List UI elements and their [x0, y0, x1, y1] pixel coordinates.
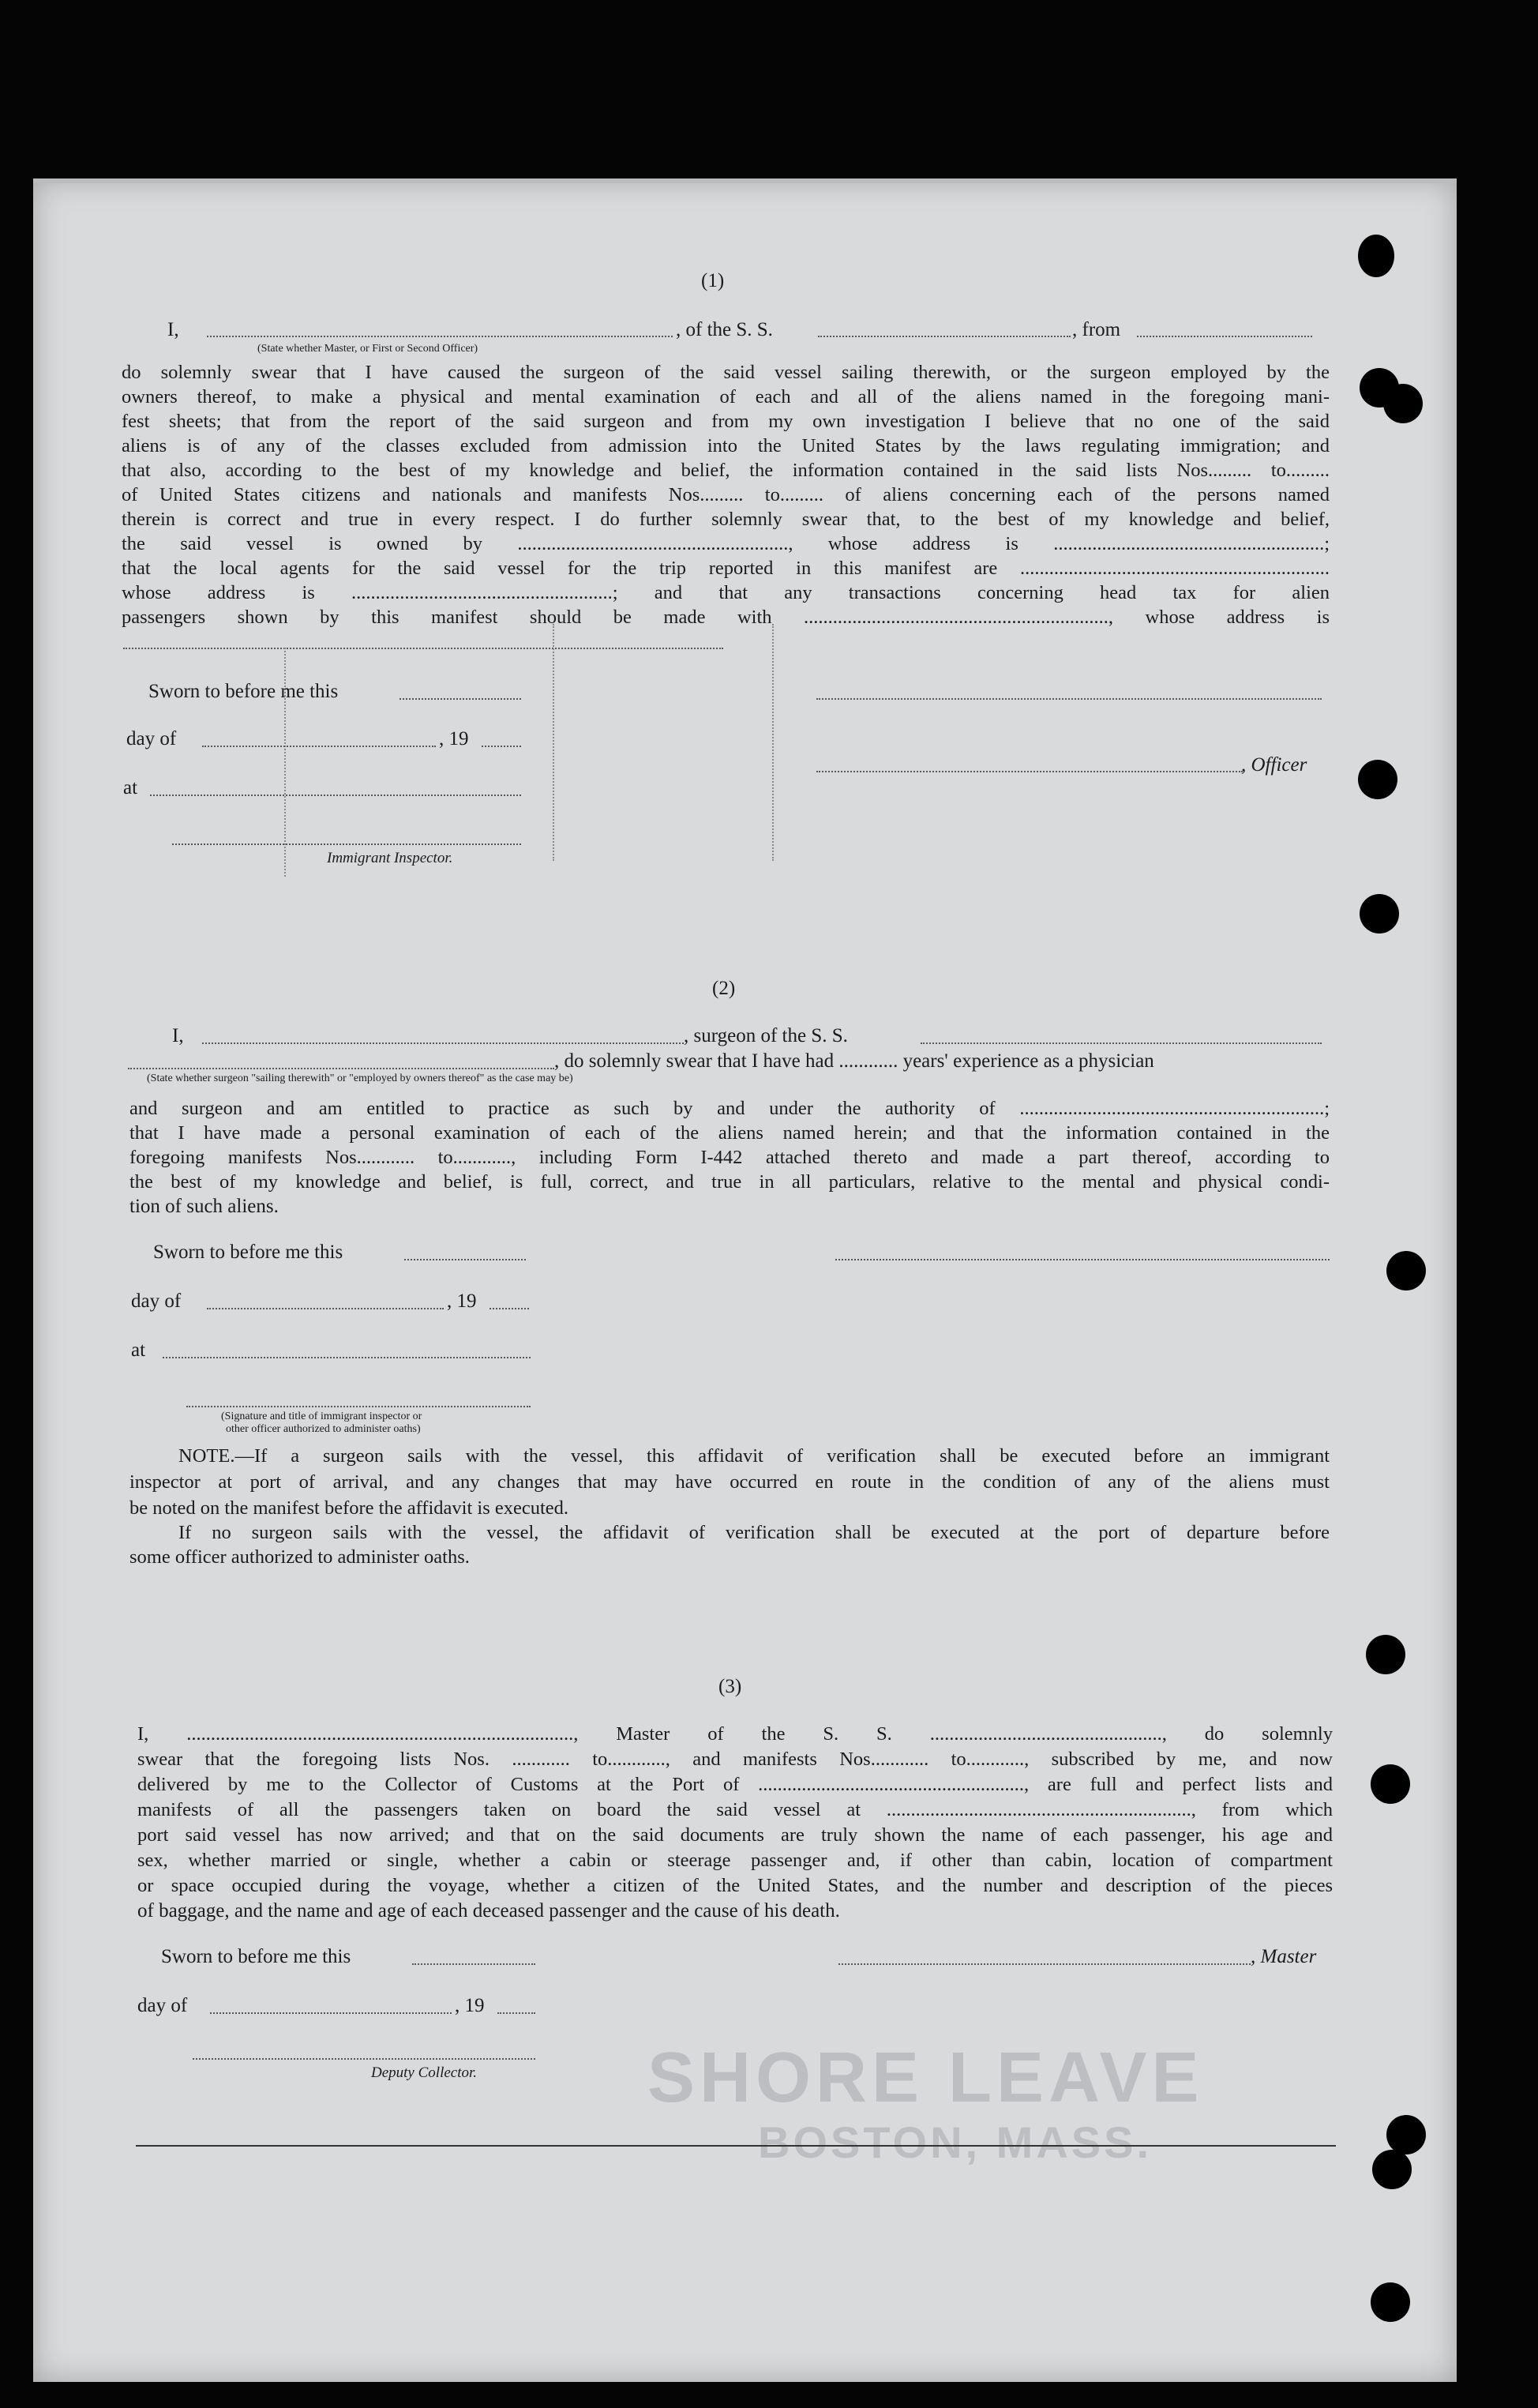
section-1-number: (1) — [701, 270, 725, 291]
section-2-note-line: some officer authorized to administer oaths. — [129, 1546, 470, 1568]
section-1-officer-note: (State whether Master, or First or Second Officer) — [257, 343, 478, 355]
punch-hole — [1386, 2115, 1426, 2154]
section-3-sworn: Sworn to before me this — [161, 1946, 351, 1967]
surgeon-name-field — [202, 1042, 684, 1044]
section-1-at: at — [123, 777, 138, 798]
at-place-field-2 — [163, 1357, 531, 1358]
section-1-day-of: day of — [126, 728, 177, 749]
section-2-number: (2) — [712, 978, 736, 999]
punch-hole — [1383, 384, 1423, 423]
section-3-last-line: of baggage, and the name and age of each deceased passenger and the cause of his death. — [137, 1900, 840, 1922]
punch-hole — [1371, 2282, 1410, 2322]
port-from-field — [1137, 336, 1312, 337]
section-2-at: at — [131, 1339, 146, 1361]
shore-leave-stamp: SHORE LEAVE — [647, 2038, 1204, 2117]
separator-dotted — [123, 648, 723, 649]
punch-hole — [1366, 1635, 1405, 1674]
punch-hole — [1386, 1251, 1426, 1290]
section-1-line: passengers shown by this manifest should be made with ..............................................................., whose address is — [122, 607, 1330, 628]
section-2-line: that I have made a personal examination of each of the aliens named herein; and that the information contained in the — [129, 1122, 1330, 1144]
section-3-line: swear that the foregoing lists Nos. ............ to............, and manifests Nos............ to............, subscribed by me, and now — [137, 1749, 1333, 1770]
section-2-day-of: day of — [131, 1290, 182, 1312]
punch-hole — [1371, 1764, 1410, 1804]
section-1-line: whose address is ......................................................; and that any transactions concerning head tax for alien — [122, 582, 1330, 603]
officer-title-line — [816, 771, 1243, 772]
section-1-year: , 19 — [439, 728, 469, 749]
surgeon-signature-line — [835, 1259, 1330, 1260]
section-1-officer: , Officer — [1241, 754, 1307, 776]
section-3-line: sex, whether married or single, whether a cabin or steerage passenger and, if other than cabin, location of compartment — [137, 1850, 1333, 1871]
section-1-line: of United States citizens and nationals and manifests Nos......... to......... of aliens concerning each of the persons named — [122, 484, 1330, 505]
sworn-date-field-2 — [404, 1259, 526, 1260]
section-2-note-line: NOTE.—If a surgeon sails with the vessel, this affidavit of verification shall be executed before an immigrant — [178, 1445, 1330, 1467]
column-divider — [553, 624, 554, 861]
section-2-last-line: tion of such aliens. — [129, 1196, 279, 1217]
section-3-line: or space occupied during the voyage, whether a citizen of the United States, and the number and description of the pieces — [137, 1875, 1333, 1896]
section-3-line: manifests of all the passengers taken on board the said vessel at ..............................................................., from which — [137, 1799, 1333, 1820]
section-3-line: I, ................................................................................, Master of the S. S. ................................................, do solemnly — [137, 1723, 1333, 1745]
section-2-note-line: inspector at port of arrival, and any changes that may have occurred en route in the condition of any of the aliens must — [129, 1471, 1330, 1493]
section-2-line: the best of my knowledge and belief, is full, correct, and true in all particulars, relative to the mental and physical condi- — [129, 1171, 1330, 1193]
shore-leave-stamp-city: BOSTON, MASS. — [758, 2117, 1153, 2167]
punch-hole — [1358, 235, 1394, 277]
section-1-from: , from — [1072, 319, 1121, 340]
section-2-signature-caption: (Signature and title of immigrant inspector or — [221, 1411, 422, 1422]
section-1-line: that the local agents for the said vessel for the trip reported in this manifest are ................................................................ — [122, 558, 1330, 579]
section-2-i: I, — [172, 1025, 184, 1046]
day-of-field-3 — [210, 2012, 452, 2014]
punch-hole — [1372, 2150, 1412, 2189]
section-1-sworn: Sworn to before me this — [148, 681, 339, 702]
inspector-signature-line-2 — [186, 1406, 531, 1407]
section-1-line: do solemnly swear that I have caused the surgeon of the said vessel sailing therewith, or the surgeon employed by the — [122, 362, 1330, 383]
section-1-line: therein is correct and true in every respect. I do further solemnly swear that, to the best of my knowledge and belief, — [122, 509, 1330, 530]
sworn-date-field — [400, 698, 521, 700]
sworn-date-field-3 — [412, 1963, 535, 1965]
bottom-rule — [136, 2145, 1336, 2147]
surgeon-status-field — [128, 1068, 554, 1069]
section-2-signature-caption: other officer authorized to administer oaths) — [226, 1423, 421, 1435]
section-2-line: and surgeon and am entitled to practice as such by and under the authority of ...............................................................; — [129, 1098, 1330, 1119]
day-of-field — [202, 746, 436, 747]
officer-signature-line — [816, 698, 1322, 700]
master-signature-line — [838, 1963, 1251, 1965]
section-2-line: foregoing manifests Nos............ to............, including Form I-442 attached thereto and made a part thereof, according to — [129, 1147, 1330, 1168]
section-2-year: , 19 — [447, 1290, 477, 1312]
section-3-number: (3) — [718, 1676, 742, 1697]
section-3-day-of: day of — [137, 1995, 188, 2016]
section-2-note-line: be noted on the manifest before the affidavit is executed. — [129, 1497, 569, 1519]
inspector-signature-line — [172, 843, 521, 845]
section-1-line: fest sheets; that from the report of the said surgeon and from my own investigation I believe that no one of the said — [122, 411, 1330, 432]
section-2-swear: , do solemnly swear that I have had ............ years' experience as a physician — [554, 1050, 1154, 1072]
year-field-2 — [490, 1308, 529, 1309]
surgeon-vessel-field — [921, 1042, 1322, 1044]
punch-hole — [1358, 760, 1397, 799]
section-1-line: owners thereof, to make a physical and mental examination of each and all of the aliens named in the foregoing mani- — [122, 386, 1330, 408]
section-2-sworn: Sworn to before me this — [153, 1242, 343, 1263]
column-divider — [772, 624, 774, 861]
section-3-year: , 19 — [455, 1995, 485, 2016]
at-place-field — [150, 795, 521, 796]
section-3-line: port said vessel has now arrived; and that on the said documents are truly shown the name of each passenger, his age and — [137, 1824, 1333, 1846]
section-1-line: aliens is of any of the classes excluded from admission into the United States by the laws regulating immigration; and — [122, 435, 1330, 456]
section-3-line: delivered by me to the Collector of Customs at the Port of ......................................................., are full and perfect lists and — [137, 1774, 1333, 1795]
section-2-surgeon-note: (State whether surgeon "sailing therewith" or "employed by owners thereof" as the case may be) — [147, 1073, 573, 1084]
officer-name-field — [207, 336, 673, 337]
year-field — [482, 746, 521, 747]
year-field-3 — [497, 2012, 535, 2014]
collector-signature-line — [193, 2058, 535, 2060]
vessel-name-field — [818, 336, 1071, 337]
section-2-note-line: If no surgeon sails with the vessel, the affidavit of verification shall be executed at the port of departure before — [178, 1522, 1330, 1543]
punch-hole — [1360, 894, 1399, 934]
section-2-surgeon-of-ss: , surgeon of the S. S. — [684, 1025, 848, 1046]
section-3-deputy-caption: Deputy Collector. — [371, 2064, 478, 2081]
section-1-of-ss: , of the S. S. — [676, 319, 773, 340]
section-1-inspector-caption: Immigrant Inspector. — [327, 850, 453, 866]
section-3-master: , Master — [1251, 1946, 1317, 1967]
page-top-edge — [33, 178, 1457, 183]
section-1-line: the said vessel is owned by ........................................................, whose address is ........................................................; — [122, 533, 1330, 554]
section-1-line: that also, according to the best of my knowledge and belief, the information contained in the said lists Nos......... to......... — [122, 460, 1330, 481]
section-1-i: I, — [167, 319, 179, 340]
day-of-field-2 — [207, 1308, 444, 1309]
